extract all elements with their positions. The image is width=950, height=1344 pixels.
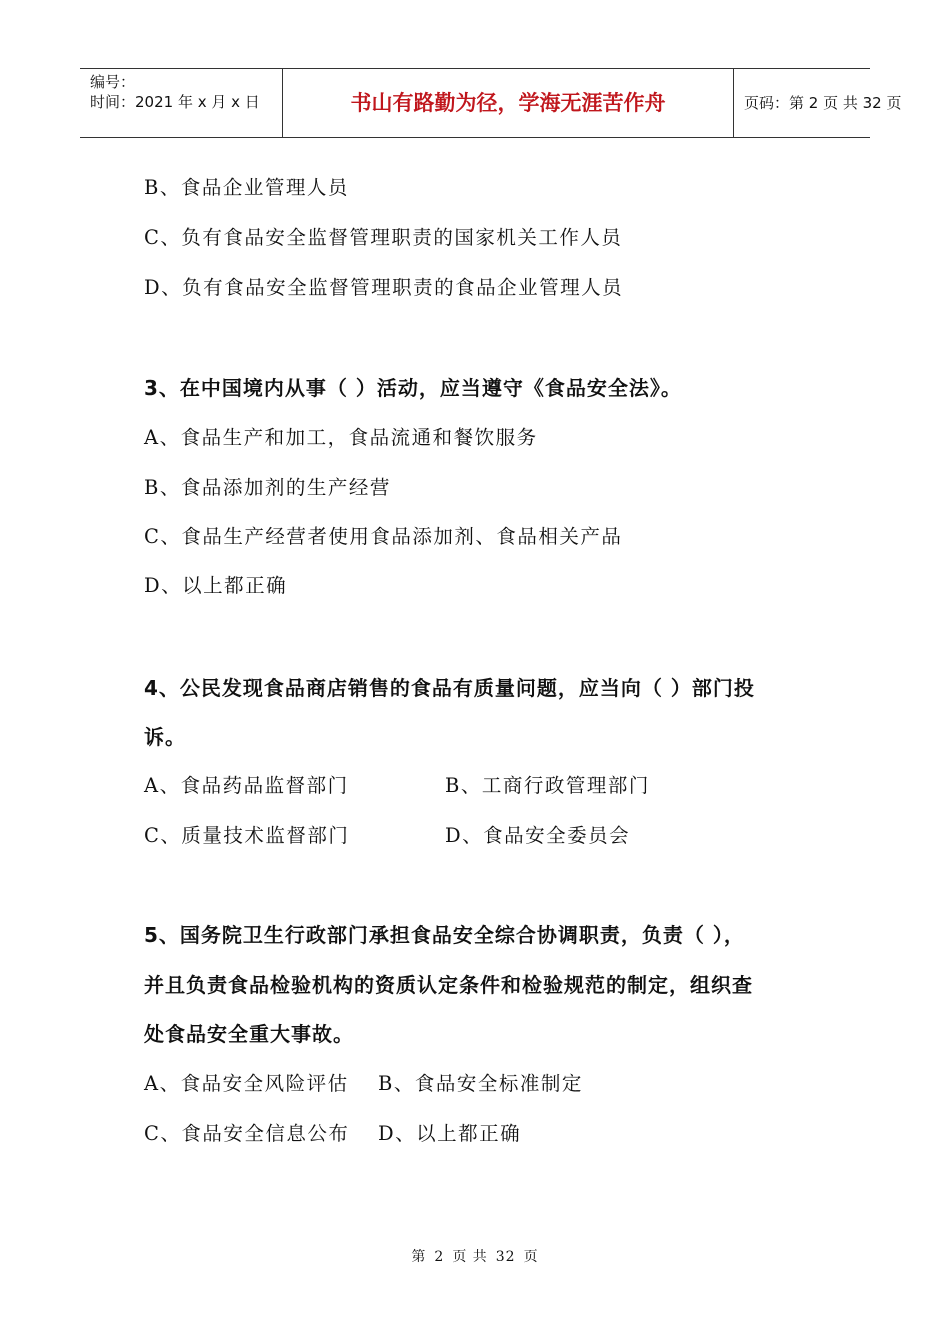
number-label: 编号： [90,73,136,91]
time-label: 时间：2021 年 x 月 x 日 [90,93,260,111]
q3-option-b: B、食品添加剂的生产经营 [144,476,391,499]
footer-prefix: 第 [411,1249,427,1265]
q3-question: 3、在中国境内从事（ ）活动，应当遵守《食品安全法》。 [144,376,682,400]
footer-total: 32 [495,1249,516,1265]
q2-option-d: D、负有食品安全监督管理职责的食品企业管理人员 [144,276,624,299]
q4-option-a: A、食品药品监督部门 [144,774,349,797]
q3-option-c: C、食品生产经营者使用食品添加剂、食品相关产品 [144,525,623,548]
header-meta [80,69,282,137]
q3-option-d: D、以上都正确 [144,574,288,597]
q5-question-line3: 处食品安全重大事故。 [144,1022,354,1046]
q5-question-line1: 5、国务院卫生行政部门承担食品安全综合协调职责，负责（ ）， [144,923,745,947]
q2-option-c: C、负有食品安全监督管理职责的国家机关工作人员 [144,226,623,249]
q5-option-a: A、食品安全风险评估 [144,1072,349,1095]
footer-page: 2 [434,1249,445,1265]
footer-suffix: 页 [523,1249,539,1265]
q5-option-d: D、以上都正确 [378,1122,522,1145]
q4-option-c: C、质量技术监督部门 [144,824,350,847]
page-header [80,68,902,138]
q4-question-line2: 诉。 [144,725,186,749]
q4-question-line1: 4、公民发现食品商店销售的食品有质量问题，应当向（ ）部门投 [144,676,755,700]
page-footer [0,1246,950,1266]
q3-option-a: A、食品生产和加工，食品流通和餐饮服务 [144,426,538,449]
q4-option-d: D、食品安全委员会 [445,824,631,847]
q5-option-b: B、食品安全标准制定 [378,1072,583,1095]
header-motto: 书山有路勤为径，学海无涯苦作舟 [282,69,734,137]
header-page-info: 页码：第 2 页 共 32 页 [744,94,902,112]
q5-option-c: C、食品安全信息公布 [144,1122,350,1145]
q4-option-b: B、工商行政管理部门 [445,774,650,797]
q5-question-line2: 并且负责食品检验机构的资质认定条件和检验规范的制定，组织查 [144,973,753,997]
q2-option-b: B、食品企业管理人员 [144,176,349,199]
footer-mid: 页 共 [452,1249,488,1265]
